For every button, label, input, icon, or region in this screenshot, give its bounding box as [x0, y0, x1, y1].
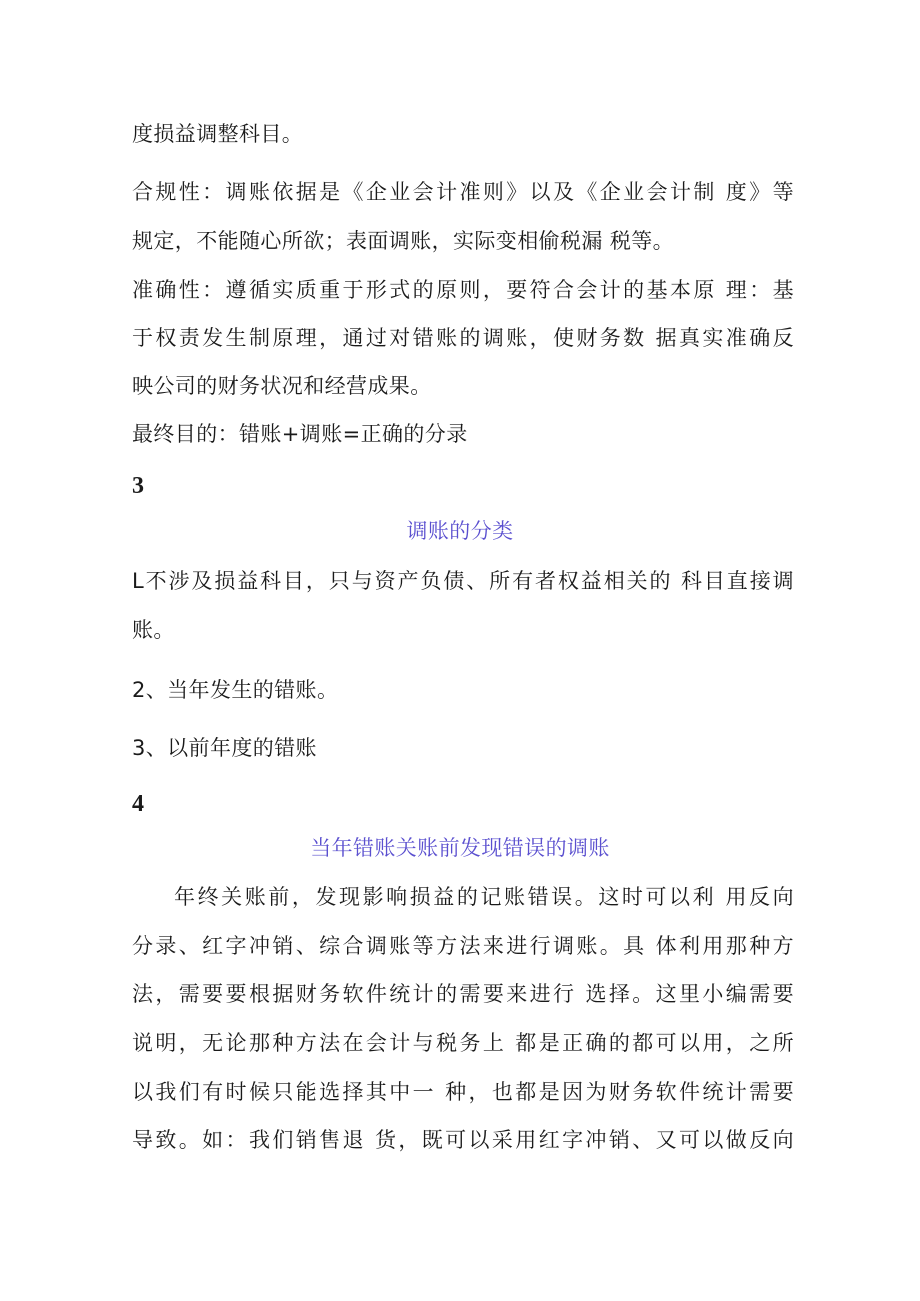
compliance-line-2: 规定，不能随心所欲；表面调账，实际变相偷税漏 税等。 — [132, 229, 675, 253]
section-3-item-3: 3、以前年度的错账 — [132, 736, 317, 760]
section-4-number: 4 — [132, 791, 144, 817]
section-4-para-line-2: 分录、红字冲销、综合调账等方法来进行调账。具 体利用那种方 — [132, 934, 794, 958]
section-4-para-line-3: 法，需要要根据财务软件统计的需要来进行 选择。这里小编需要 — [132, 982, 794, 1006]
intro-line: 度损益调整科目。 — [132, 122, 304, 146]
section-4-para-line-5: 以我们有时候只能选择其中一 种，也都是因为财务软件统计需要 — [132, 1080, 794, 1104]
section-3-item-1-line-1: L不涉及损益科目，只与资产负债、所有者权益相关的 科目直接调 — [132, 569, 794, 593]
section-3-item-2: 2、当年发生的错账。 — [132, 678, 339, 702]
section-4-para-line-6: 导致。如：我们销售退 货，既可以采用红字冲销、又可以做反向 — [132, 1128, 794, 1152]
compliance-line-1: 合规性：调账依据是《企业会计准则》以及《企业会计制 度》等 — [132, 180, 794, 204]
section-3-item-1-line-2: 账。 — [132, 618, 175, 642]
section-4-para-line-4: 说明，无论那种方法在会计与税务上 都是正确的都可以用，之所 — [132, 1031, 794, 1055]
accuracy-line-2: 于权责发生制原理，通过对错账的调账，使财务数 据真实准确反 — [132, 326, 794, 350]
section-3-number: 3 — [132, 473, 144, 499]
section-4-para-line-1: 年终关账前，发现影响损益的记账错误。这时可以利 用反向 — [174, 885, 794, 909]
section-4-title: 当年错账关账前发现错误的调账 — [310, 836, 610, 860]
section-3-title: 调账的分类 — [406, 519, 514, 543]
goal-line: 最终目的：错账+调账=正确的分录 — [132, 422, 468, 446]
accuracy-line-3: 映公司的财务状况和经营成果。 — [132, 374, 432, 398]
accuracy-line-1: 准确性：遵循实质重于形式的原则，要符合会计的基本原 理：基 — [132, 278, 794, 302]
